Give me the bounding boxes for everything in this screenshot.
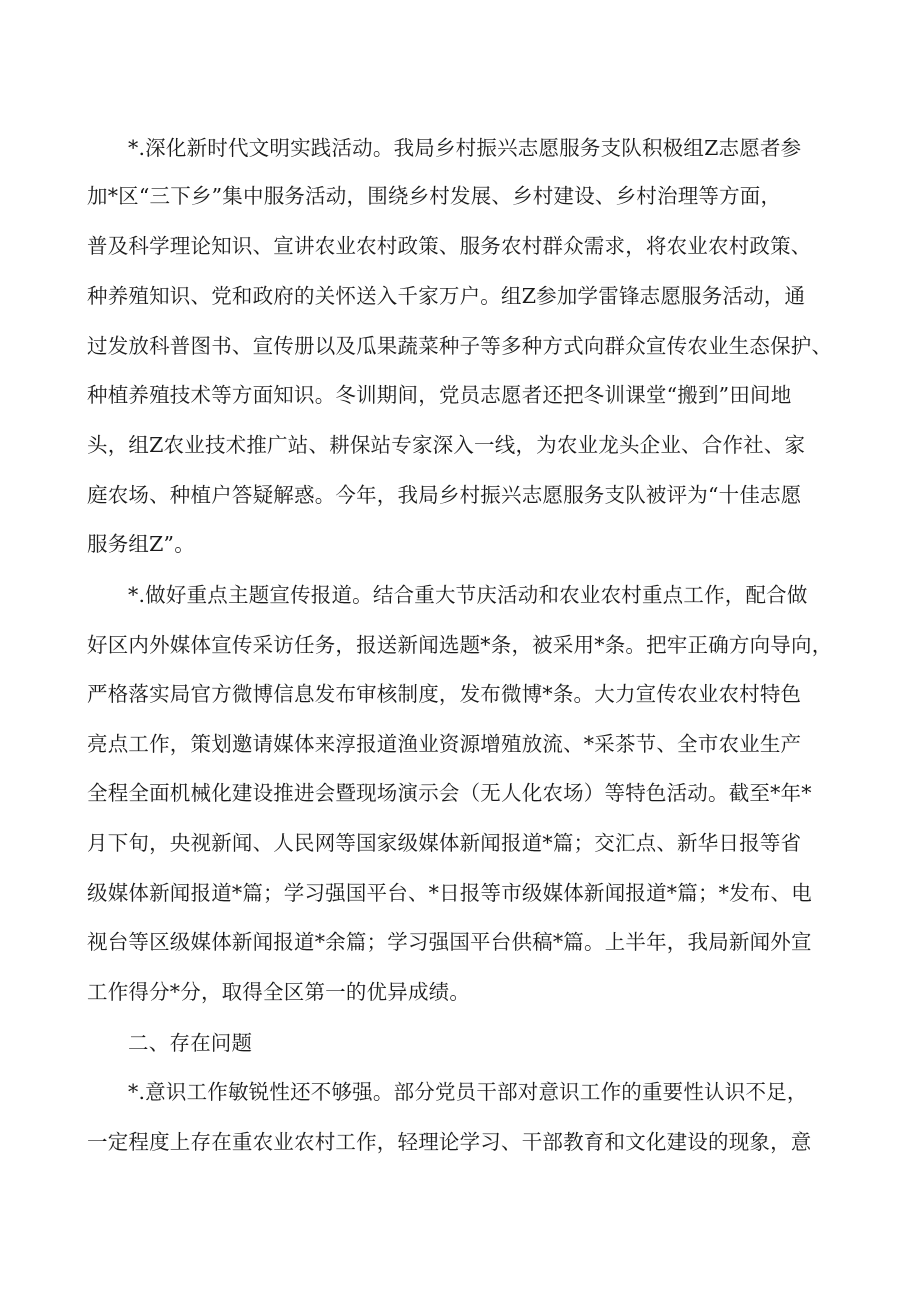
section-heading: 二、存在问题 [128,1031,253,1055]
paragraph-2-line-8: 视台等区级媒体新闻报道*余篇；学习强国平台供稿*篇。上半年，我局新闻外宣 [87,930,812,954]
paragraph-1-line-3: 普及科学理论知识、宣讲农业农村政策、服务农村群众需求，将农业农村政策、 [87,234,812,258]
paragraph-2-line-6: 月下旬，央视新闻、人民网等国家级媒体新闻报道*篇；交汇点、新华日报等省 [87,831,802,855]
paragraph-1-line-8: 庭农场、种植户答疑解惑。今年，我局乡村振兴志愿服务支队被评为“十佳志愿 [87,483,802,507]
paragraph-1-line-6: 种植养殖技术等方面知识。冬训期间，党员志愿者还把冬训课堂“搬到”田间地 [87,383,792,407]
paragraph-2-line-2: 好区内外媒体宣传采访任务，报送新闻选题*条，被采用*条。把牢正确方向导向， [87,633,833,657]
paragraph-2-line-3: 严格落实局官方微博信息发布审核制度，发布微博*条。大力宣传农业农村特色 [87,682,802,706]
paragraph-2-line-1: *.做好重点主题宣传报道。结合重大节庆活动和农业农村重点工作，配合做 [128,583,808,607]
paragraph-2-line-4: 亮点工作，策划邀请媒体来淳报道渔业资源增殖放流、*采茶节、全市农业生产 [87,732,802,756]
paragraph-1-line-5: 过发放科普图书、宣传册以及瓜果蔬菜种子等多种方式向群众宣传农业生态保护、 [87,334,833,358]
paragraph-1-line-1: *.深化新时代文明实践活动。我局乡村振兴志愿服务支队积极组Z志愿者参 [128,136,802,160]
paragraph-2-line-7: 级媒体新闻报道*篇；学习强国平台、*日报等市级媒体新闻报道*篇；*发布、电 [87,881,812,905]
paragraph-3-line-1: *.意识工作敏锐性还不够强。部分党员干部对意识工作的重要性认识不足， [128,1080,808,1104]
paragraph-1-line-7: 头，组Z农业技术推广站、耕保站专家深入一线，为农业龙头企业、合作社、家 [87,433,806,457]
paragraph-2-line-9: 工作得分*分，取得全区第一的优异成绩。 [87,980,471,1004]
paragraph-1-line-9: 服务组Z”。 [87,532,195,556]
paragraph-1-line-4: 种养殖知识、党和政府的关怀送入千家万户。组Z参加学雷锋志愿服务活动，通 [87,284,806,308]
paragraph-1-line-2: 加*区“三下乡”集中服务活动，围绕乡村发展、乡村建设、乡村治理等方面， [87,184,782,208]
paragraph-3-line-2: 一定程度上存在重农业农村工作，轻理论学习、干部教育和文化建设的现象，意 [87,1130,812,1154]
paragraph-2-line-5: 全程全面机械化建设推进会暨现场演示会（无人化农场）等特色活动。截至*年* [87,781,812,805]
